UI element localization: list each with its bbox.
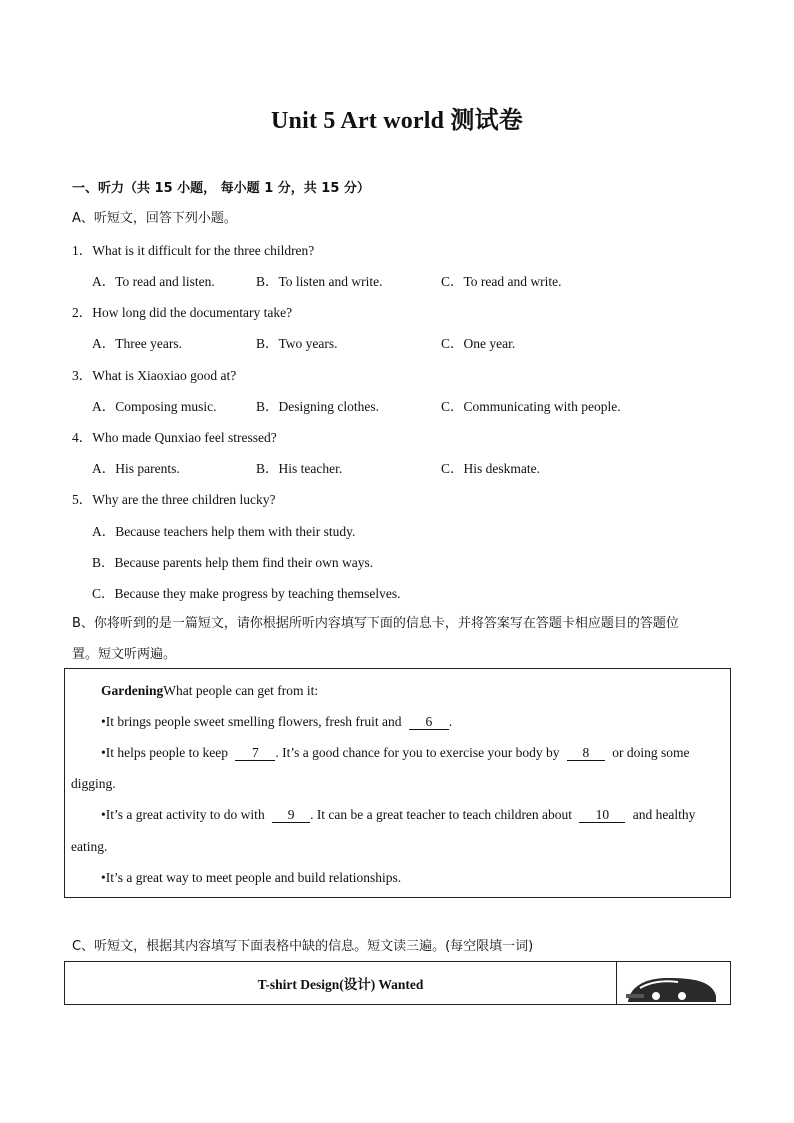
q1-option-c: C．To read and write.: [441, 274, 562, 289]
bullet-3-mid: . It can be a great teacher to teach children about: [310, 807, 573, 822]
card-bullet-2: [101, 745, 690, 761]
q1-option-a: A．To read and listen.: [92, 274, 215, 289]
cartoon-face-icon: [620, 966, 724, 1002]
gardening-info-card: [64, 668, 731, 898]
card-heading: [101, 683, 318, 699]
q4-option-c: C．His deskmate.: [441, 461, 540, 476]
part-b-instruction-line1: B、你将听到的是一篇短文，请你根据所听内容填写下面的信息卡，并将答案写在答题卡相应题目的答题位: [72, 616, 679, 631]
bullet-1-text: •It brings people sweet smelling flowers, fresh fruit and: [101, 714, 402, 729]
card-bullet-3-cont: eating.: [71, 839, 108, 854]
bullet-3-end: and healthy: [632, 807, 696, 822]
q1-option-b: B．To listen and write.: [256, 274, 383, 289]
bullet-2-text: •It helps people to keep: [101, 745, 228, 760]
blank-10: 10: [579, 808, 625, 823]
page-title: Unit 5 Art world 测试卷: [271, 108, 523, 134]
q5-option-b: B．Because parents help them find their own ways.: [92, 555, 374, 570]
q2-option-b: B．Two years.: [256, 336, 338, 351]
q3-option-b: B．Designing clothes.: [256, 399, 379, 414]
blank-7: 7: [235, 746, 275, 761]
bullet-2-mid: . It’s a good chance for you to exercise your body by: [275, 745, 560, 760]
card-heading-bold: Gardening: [101, 683, 164, 698]
table-title: T-shirt Design(设计) Wanted: [65, 962, 617, 1004]
card-heading-rest: What people can get from it:: [163, 683, 319, 698]
card-bullet-3: [101, 807, 695, 823]
q5-option-c: C．Because they make progress by teaching themselves.: [92, 586, 401, 601]
bullet-2-end: or doing some: [612, 745, 690, 760]
q2-option-a: A．Three years.: [92, 336, 182, 351]
section-heading-listening: 一、听力（共 15 小题， 每小题 1 分，共 15 分）: [72, 181, 370, 196]
question-2: 2．How long did the documentary take?: [72, 305, 293, 320]
blank-6: 6: [409, 715, 449, 730]
q2-option-c: C．One year.: [441, 336, 516, 351]
q4-option-b: B．His teacher.: [256, 461, 343, 476]
bullet-1-end: .: [448, 714, 453, 729]
blank-8: 8: [567, 746, 605, 761]
blank-9: 9: [272, 808, 310, 823]
question-3: 3．What is Xiaoxiao good at?: [72, 368, 237, 383]
part-b-instruction-line2: 置。短文听两遍。: [72, 647, 177, 662]
cartoon-image: [620, 966, 724, 1002]
card-bullet-1: [101, 714, 452, 730]
part-a-instruction: A、听短文，回答下列小题。: [72, 211, 237, 226]
question-5: 5．Why are the three children lucky?: [72, 492, 276, 507]
q4-option-a: A．His parents.: [92, 461, 180, 476]
bullet-3-text: •It’s a great activity to do with: [101, 807, 265, 822]
card-bullet-4: •It’s a great way to meet people and build relationships.: [101, 870, 402, 885]
q3-option-a: A．Composing music.: [92, 399, 217, 414]
part-c-instruction: C、听短文，根据其内容填写下面表格中缺的信息。短文读三遍。(每空限填一词): [72, 939, 534, 954]
card-bullet-2-cont: digging.: [71, 776, 116, 791]
question-4: 4．Who made Qunxiao feel stressed?: [72, 430, 277, 445]
question-1: 1．What is it difficult for the three children?: [72, 243, 315, 258]
q5-option-a: A．Because teachers help them with their study.: [92, 524, 356, 539]
q3-option-c: C．Communicating with people.: [441, 399, 621, 414]
